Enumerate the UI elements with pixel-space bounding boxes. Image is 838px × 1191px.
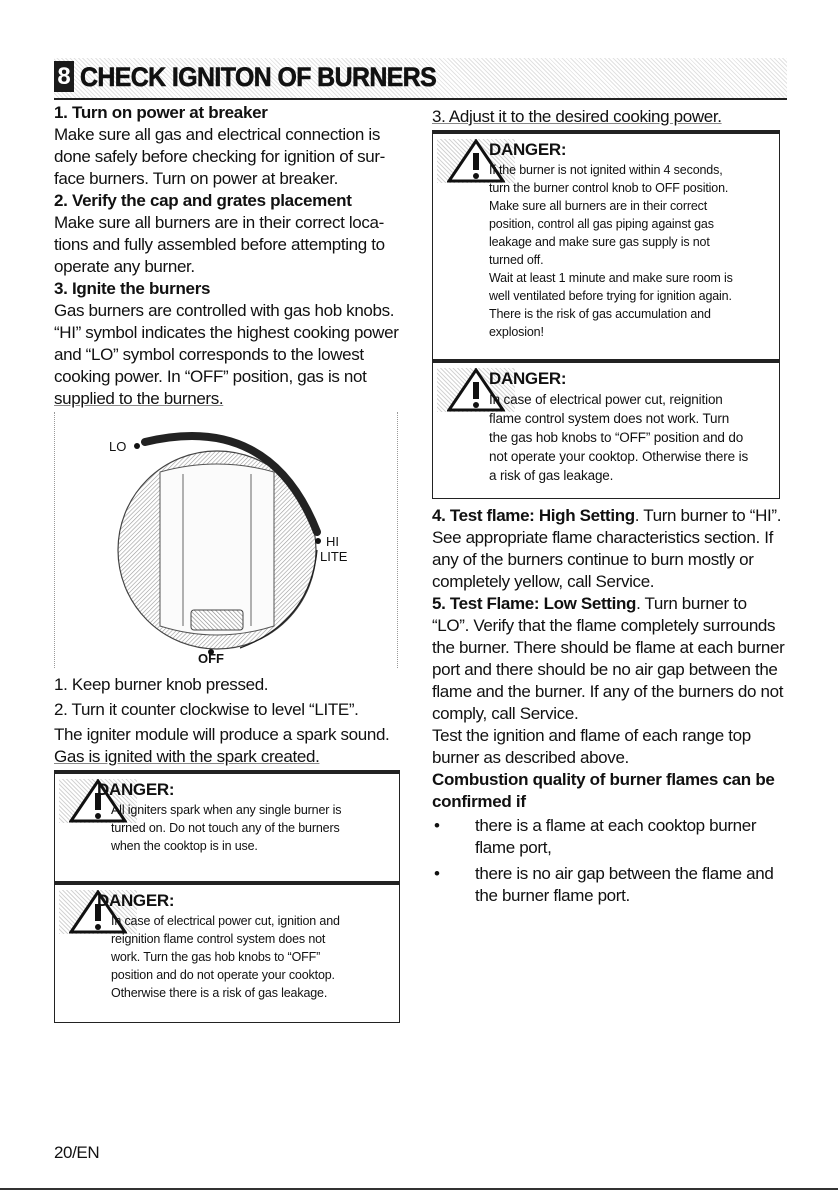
danger-text [489, 390, 779, 485]
step-5-text-line: the burner. There should be flame at each burner [432, 638, 785, 657]
combustion-criteria-list [432, 815, 792, 907]
danger-text-line: leakage and make sure gas supply is not [489, 235, 710, 249]
step-5-text-line: burner as described above. [432, 748, 629, 767]
section-title: CHECK IGNITON OF BURNERS [80, 62, 437, 92]
danger-text [111, 801, 401, 855]
danger-text-line: flame control system does not work. Turn [489, 411, 730, 426]
step-3-text-line: and “LO” symbol corresponds to the lowest [54, 345, 364, 364]
danger-text-line: There is the risk of gas accumulation and [489, 307, 711, 321]
knob-label-lite: LITE [320, 549, 348, 564]
step-5-text-line: “LO”. Verify that the flame completely surrounds [432, 616, 776, 635]
burner-knob-illustration [55, 412, 397, 668]
danger-text-line: position and do not operate your cooktop. [111, 968, 335, 982]
step-2-heading: 2. Verify the cap and grates placement [54, 191, 352, 210]
danger-title: DANGER: [489, 369, 567, 388]
section-header-rule [54, 98, 787, 100]
list-item [432, 863, 792, 907]
danger-text [111, 912, 401, 1002]
danger-text-line: position, control all gas piping against gas [489, 217, 714, 231]
step-3-text-line: cooking power. In “OFF” position, gas is not [54, 367, 367, 386]
danger-text-line: All igniters spark when any single burner is [111, 803, 342, 817]
danger-text-line: In case of electrical power cut, reignition [489, 392, 723, 407]
danger-text-line: turned on. Do not touch any of the burners [111, 821, 340, 835]
danger-text-line: If the burner is not ignited within 4 seconds, [489, 163, 723, 177]
step-2-text-line: Make sure all burners are in their correct loca- [54, 213, 384, 232]
step-1-text-line: done safely before checking for ignition of sur- [54, 147, 385, 166]
ignition-step-2: 2. Turn it counter clockwise to level “LITE”. [54, 700, 359, 719]
combustion-heading: confirmed if [432, 792, 526, 811]
page-bottom-rule [0, 1188, 838, 1190]
danger-box-top-bar [55, 882, 399, 885]
step-4-line [432, 505, 792, 527]
step-5-text-line: flame and the burner. If any of the burners do not [432, 682, 784, 701]
danger-text [489, 161, 779, 341]
page-number: 20/EN [54, 1143, 100, 1162]
step-1-heading: 1. Turn on power at breaker [54, 103, 268, 122]
danger-title: DANGER: [97, 780, 175, 799]
danger-text-line: Wait at least 1 minute and make sure room is [489, 271, 733, 285]
step-3-text-line: “HI” symbol indicates the highest cooking power [54, 323, 399, 342]
danger-box-power-cut [54, 882, 400, 1023]
list-item-line: the burner flame port. [475, 886, 630, 905]
left-column [54, 102, 400, 1023]
danger-text-line: In case of electrical power cut, ignition and [111, 914, 340, 928]
danger-title: DANGER: [489, 140, 567, 159]
step-4-text-line: any of the burners continue to burn mostly or [432, 550, 754, 569]
step-4-text-line: completely yellow, call Service. [432, 572, 655, 591]
danger-text-line: well ventilated before trying for ignition again. [489, 289, 732, 303]
danger-text-line: not operate your cooktop. Otherwise there is [489, 449, 749, 464]
combustion-heading: Combustion quality of burner flames can be [432, 770, 775, 789]
danger-text-line: reignition flame control system does not [111, 932, 326, 946]
step-5-text: . Turn burner to [636, 594, 747, 613]
step-4-text-line: See appropriate flame characteristics section. If [432, 528, 773, 547]
danger-box-reignition [432, 360, 780, 499]
danger-text-line: explosion! [489, 325, 544, 339]
danger-box-top-bar [433, 360, 779, 363]
danger-text-line: the gas hob knobs to “OFF” position and do [489, 430, 744, 445]
danger-text-line: Make sure all burners are in their correct [489, 199, 708, 213]
danger-text-line: Otherwise there is a risk of gas leakage. [111, 986, 328, 1000]
step-4-text: . Turn burner to “HI”. [634, 506, 782, 525]
step-1-text-line: Make sure all gas and electrical connection is [54, 125, 380, 144]
danger-title: DANGER: [97, 891, 175, 910]
ignition-note-line: Gas is ignited with the spark created. [54, 747, 320, 766]
ignition-step-1: 1. Keep burner knob pressed. [54, 675, 269, 694]
danger-text-line: turned off. [489, 253, 544, 267]
step-3-text-line: supplied to the burners. [54, 389, 224, 408]
knob-diagram [54, 412, 398, 668]
danger-text-line: work. Turn the gas hob knobs to “OFF” [111, 950, 321, 964]
knob-label-hi: HI [326, 534, 339, 549]
list-item-line: • there is a flame at each cooktop burner [475, 816, 757, 835]
list-item-line: • there is no air gap between the flame and [475, 864, 774, 883]
section-number: 8 [54, 61, 74, 92]
danger-box-igniters [54, 770, 400, 882]
step-2-text-line: operate any burner. [54, 257, 195, 276]
step-2-text-line: tions and fully assembled before attempting to [54, 235, 385, 254]
danger-box-top-bar [433, 131, 779, 134]
knob-label-off: OFF [198, 651, 224, 666]
right-column [432, 106, 792, 907]
step-5-text-line: Test the ignition and flame of each range top [432, 726, 751, 745]
danger-text-line: when the cooktop is in use. [111, 839, 258, 853]
step-1-text-line: face burners. Turn on power at breaker. [54, 169, 339, 188]
danger-box-top-bar [55, 771, 399, 774]
list-item [432, 815, 792, 859]
danger-text-line: turn the burner control knob to OFF position. [489, 181, 729, 195]
list-item-line: flame port, [475, 838, 552, 857]
step-3-heading: 3. Ignite the burners [54, 279, 211, 298]
danger-box-no-ignition [432, 130, 780, 360]
danger-text-line: a risk of gas leakage. [489, 468, 614, 483]
step-5-text-line: comply, call Service. [432, 704, 579, 723]
step-4-heading: 4. Test flame: High Setting [432, 506, 635, 525]
ignition-note-line: The igniter module will produce a spark sound. [54, 725, 390, 744]
adjust-step: 3. Adjust it to the desired cooking power. [432, 107, 722, 126]
step-5-line [432, 593, 792, 615]
step-5-text-line: port and there should be no air gap between the [432, 660, 778, 679]
step-3-text-line: Gas burners are controlled with gas hob knobs. [54, 301, 395, 320]
hi-dot-icon [315, 538, 321, 544]
lo-dot-icon [134, 443, 140, 449]
step-5-heading: 5. Test Flame: Low Setting [432, 594, 637, 613]
knob-label-lo: LO [109, 439, 127, 454]
